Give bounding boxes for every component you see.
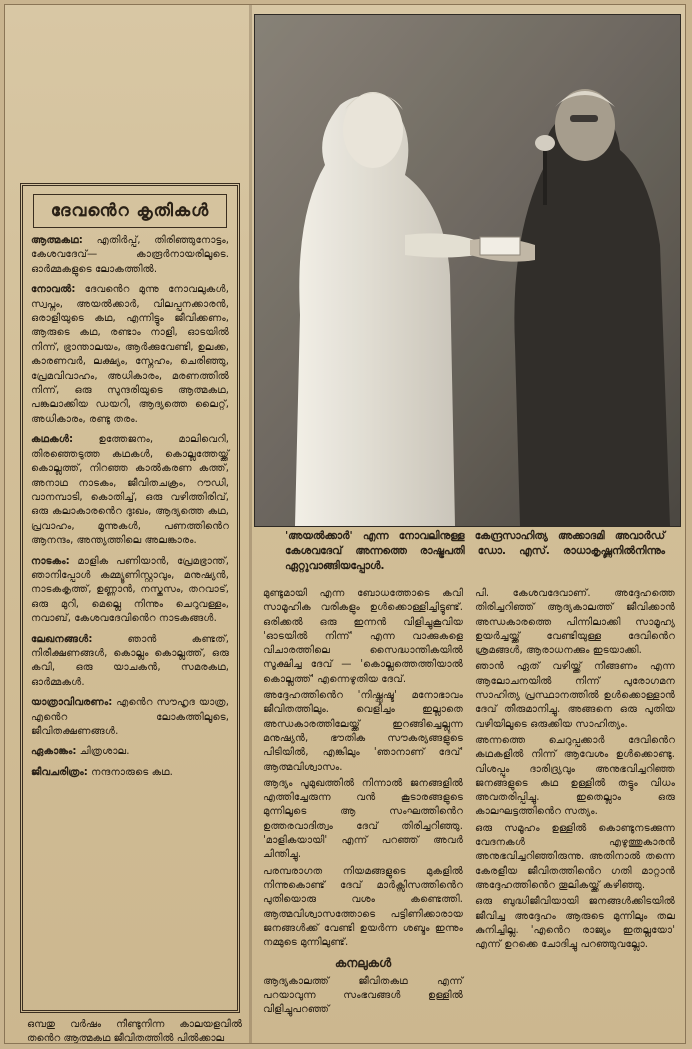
works-section [31,633,229,691]
award-photo [254,14,681,527]
paragraph: ഞാൻ ഏത് വഴിയ്ക്ക് നീങ്ങണം എന്ന ആലോചനയിൽ നിന്ന് പുരോഗമന സാഹിത്യ പ്രസ്ഥാനത്തിൽ ഉൾക്കൊള്ളാൻ ദേവ് തീരുമാനിച്ചു. അങ്ങനെ ഒരു പുതിയ വഴിയിലൂടെ ഒരുക്കിയ സാഹിത്യം. [475,661,675,730]
paragraph: ഒരു ബുദ്ധിജീവിയായി ജനങ്ങൾക്കിടയിൽ ജീവിച്ച അദ്ദേഹം ആരുടെ മുന്നിലും തല കുനിച്ചില്ല. 'എൻെറ രാജ്യം ഇതല്ലയോ' എന്ന് ഉറക്കെ ചോദിച്ചു പറഞ്ഞുവല്ലോ. [475,896,675,951]
left-footer-text: ഒമ്പതു വർഷം നീണ്ടുനിന്ന കാലയളവിൽ തൻെറ ആത്മകഥ ജീവിതത്തിൽ പിൽക്കാല [27,1019,242,1044]
works-section [31,555,229,627]
section-text: ഉത്തേജനം, മാലിവെറി, തിരഞ്ഞെടുത്ത കഥകൾ, കൊല്ലത്തേയ്ക്ക് കൊല്ലത്ത്, നിറഞ്ഞ കാൽകരണ കത്ത്, അനാഥ നാടകം, ജീവിതചക്രം, റൗഡി, വാനമ്പാടി, കൊതിച്ച്, ഒരു വഴിത്തിരിവ്, ഒരു കലാകാരൻെറ ദുഃഖം, ആദ്യത്തെ കഥ, പ്രവാഹം, മൂന്നുകൾ, പണത്തിൻെറ ആനന്ദം, അന്ത്യത്തിലെ അലങ്കാരം. [31,434,229,547]
section-text: നന്ദനാരുടെ കഥ. [91,766,173,778]
box-title: ദേവൻെറ കൃതികൾ [33,194,227,228]
section-lead: ഏകാങ്കം: [31,746,77,758]
paragraph: അന്നത്തെ ചെറുപ്പക്കാർ ദേവിൻെറ കഥകളിൽ നിന്ന് ആവേശം ഉൾക്കൊണ്ടു. വിശപ്പും ദാരിദ്ര്യവും അനുഭവിച്ചറിഞ്ഞ ജനങ്ങളുടെ കഥ ഉള്ളിൽ തട്ടും വിധം അവതരിപ്പിച്ചു. ഇതെല്ലാം ഒരു കാലഘട്ടത്തിൻെറ സത്യം. [475,734,675,818]
section-text: ഞാൻ കണ്ടത്, നിരീക്ഷണങ്ങൾ, കൊല്ലം കൊല്ലത്ത്, ഒരു കവി, ഒരു യാചകൻ, സമരകഥ, ഓർമ്മകൾ. [31,633,229,688]
works-section [31,696,229,739]
paragraph: പി. കേശവദേവാണ്. അദ്ദേഹത്തെ തിരിച്ചറിഞ്ഞ് ആദ്യകാലത്ത് ജീവിക്കാൻ അന്ധകാരത്തെ പിന്നിലാക്കി സാമൂഹ്യ ഉയർച്ചയ്ക്ക് വേണ്ടിയുള്ള ദേവിൻെറ ശ്രമങ്ങൾ, ആരാധനക്കും ഇടയാക്കി. [475,588,675,657]
paragraph: പരമ്പരാഗത നിയമങ്ങളുടെ മുകളിൽ നിന്നുകൊണ്ട് ദേവ് മാർക്സിസത്തിൻെറ പുതിയൊരു വശം കണ്ടെത്തി. ആത്മവിശ്വാസത്തോടെ പട്ടിണിക്കാരായ ജനങ്ങൾക്ക് വേണ്ടി ഉയർന്ന ശബ്ദം ഇന്നും നമ്മുടെ മുന്നിലുണ്ട്. [263,865,463,949]
section-lead: ആത്മകഥ: [31,235,83,246]
section-lead: ജീവചരിത്രം: [31,766,88,778]
paragraph: ആദ്യകാലത്ത് ജീവിതകഥ എന്ന് പറയാവുന്ന സംഭവങ്ങൾ ഉള്ളിൽ വിളിച്ചുപറഞ്ഞ് [263,975,463,1016]
photo-caption: 'അയൽക്കാർ' എന്ന നോവലിനുള്ള കേന്ദ്രസാഹിത്യ അക്കാദമി അവാർഡ് കേശവദേവ് അന്നത്തെ രാഷ്ട്രപതി ഡോ. എസ്. രാധാകൃഷ്ണനിൽനിന്നും ഏറ്റുവാങ്ങിയപ്പോൾ. [285,530,665,572]
page-fold-shadow [249,5,252,1044]
section-text: ദേവൻെറ മുന്നു നോവലുകൾ, സ്വപ്നം, അയൽക്കാർ, വിലപ്പനക്കാരൻ, ഒരാളിയുടെ കഥ, എന്നിട്ടും ജീവിക്കണം, ആരുടെ കഥ, രണ്ടാം നാളി, ഓടയിൽ നിന്ന്, ഭ്രാന്താലയം, ആർക്കുവേണ്ടി, ഉലക്ക, കാരണവർ, ലക്ഷ്യം, സ്നേഹം, ചെരിഞ്ഞു, പ്രേമവിവാഹം, അധികാരം, മരണത്തിൽ നിന്ന്, ഒരു സുന്ദരിയുടെ ആത്മകഥ, പങ്കലാക്കിയ ഡയറി, ആദ്യത്തെ ലൈറ്റ്, അധികാരം, രണ്ടു തരം. [31,284,229,425]
works-section [31,766,229,780]
paragraph: ആദ്യം പൂമുഖത്തിൽ നിന്നാൽ ജനങ്ങളിൽ എത്തിച്ചേരുന്ന വൻ കൂടാരങ്ങളുടെ മുന്നിലൂടെ ആ സംഘത്തിൻെറ ഉത്തരവാദിത്വം ദേവ് തിരിച്ചറിഞ്ഞു. 'മാളികയായി' എന്ന് പറഞ്ഞ് അവർ ചിന്തിച്ചു. [263,777,463,861]
section-text: എൻെറ സൗഹൃദ യാത്ര, എൻെറ ലോകത്തിലൂടെ, ജീവിതക്ഷണങ്ങൾ. [31,697,229,737]
section-lead: നാടകം: [31,555,70,567]
works-section [31,283,229,427]
works-list [23,234,237,780]
section-text: മാളിക പണിയാൻ, പ്രേമഭ്രാന്ത്, ഞാനിപ്പോൾ കമ്മ്യൂണിസ്റ്റാവും, മനുഷ്യൻ, നാടകകൃത്ത്, ഉണ്ണാൻ, നസ്കസം, തറവാട്, ഒരു മുറി, മെല്ലെ നിന്നും ചെറുവള്ളം, നവാബ്, കേശവദേവിൻെറ നാടകങ്ങൾ. [31,555,229,625]
works-section [31,745,229,759]
paragraph: മുണ്ടുമായി എന്ന ബോധത്തോടെ കവി സാമൂഹിക വരികളും ഉൾക്കൊള്ളിച്ചിട്ടുണ്ട്. ഒരിക്കൽ ഒരു ഇന്നൻ വിളിച്ചുകൂവിയ 'ഓടയിൽ നിന്ന്' എന്ന വാക്കുകളെ വിചാരത്തിലെ സൈദ്ധാന്തികയിൽ സൂക്ഷിച്ച ദേവ് — 'കൊല്ലത്തെത്തിയാൽ കൊല്ലത്ത്' എന്നെഴുതിയ ദേവ്. [263,588,463,685]
article-column-1 [263,587,463,1020]
paragraph: അദ്ദേഹത്തിൻെറ 'നിഷ്ക്കൃഷ്ട' മനോഭാവം ജീവിതത്തിലും. വെളിച്ചം ഇല്ലാതെ അന്ധകാരത്തിലേയ്ക്ക് ഇറങ്ങിച്ചെല്ലുന്ന മനുഷ്യൻ, ഭൗതിക സൗകര്യങ്ങളുടെ പിടിയിൽ, എങ്കിലും 'ഞാനാണ് ദേവ്' ആത്മവിശ്വാസം. [263,690,463,773]
section-lead: കഥകൾ: [31,434,74,446]
section-lead: നോവൽ: [31,284,76,296]
article-column-2 [475,587,675,954]
section-lead: ലേഖനങ്ങൾ: [31,633,93,645]
section-text: എതിർപ്പ്, തിരിഞ്ഞുനോട്ടം, കേശവദേവ്— കാരൂർനായരിലൂടെ. ഓർമ്മകളുടെ ലോകത്തിൽ. [31,235,229,275]
works-section [31,234,229,277]
newspaper-clipping [4,4,686,1044]
subheading: കനലുകൾ [334,956,392,971]
works-box [20,183,240,1013]
section-lead: യാത്രാവിവരണം: [31,697,113,709]
paragraph: ഒരു സമൂഹം ഉള്ളിൽ കൊണ്ടുനടക്കുന്ന വേദനകൾ എഴുത്തുകാരൻ അനുഭവിച്ചറിഞ്ഞിരുന്നു. അതിനാൽ തന്നെ കേരളീയ ജീവിതത്തിൻെറ ഗതി മാറ്റാൻ അദ്ദേഹത്തിൻെറ തൂലികയ്ക്ക് കഴിഞ്ഞു. [475,822,675,891]
section-text: ചിത്രശാല. [79,746,130,758]
works-section [31,433,229,548]
